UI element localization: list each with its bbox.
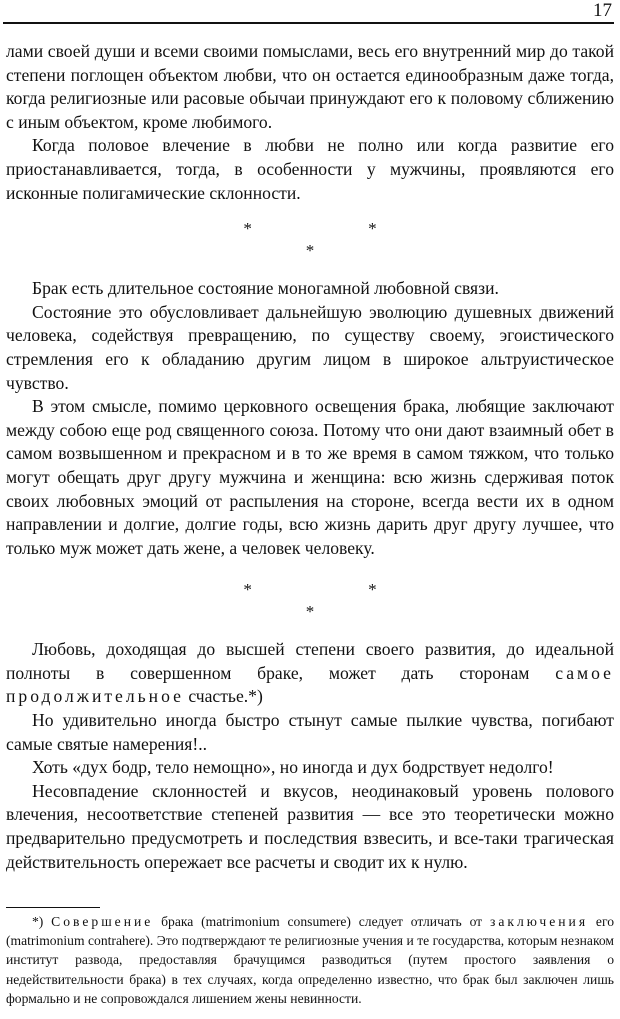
paragraph-evolution: Состояние это обусловливает дальнейшую эволюцию душевных движений человека, содействуя превращению, по существу своему, эгоистического стремления его к обладанию другим лицом в широкое альтруистическое чувство. (6, 301, 614, 393)
paragraph-love-start: Любовь, доходящая до высшей степени своего развития, до идеальной полноты в совершенном браке, может дать сторонам (6, 639, 614, 683)
section-separator (6, 205, 614, 277)
paragraph-love-end: счастье.*) (183, 686, 263, 707)
footnote-term-conclusion: заключения (489, 914, 589, 929)
separator-stars-top: * * (243, 580, 433, 600)
paragraph-spirit-willing: Хоть «дух бодр, тело немощно», но иногда и дух бодрствует недолго! (32, 757, 554, 778)
paragraph-love-happiness (6, 638, 614, 709)
footnote (6, 912, 614, 1008)
emphasized-phrase: самое продолжительное (6, 662, 614, 707)
separator-star-bottom: * (305, 602, 315, 622)
paragraph-mismatch: Несовпадение склонностей и вкусов, неодинаковый уровень полового влечения, несоответствие степеней развития — все это теоретически можно предварительно предусмотреть и последствия взвесить, и все-таки трагическая действительность опережает все расчеты и сводит их к нулю. (6, 780, 614, 872)
page-number: 17 (593, 0, 612, 21)
separator-star-bottom: * (305, 241, 315, 261)
footnote-rule (6, 907, 100, 908)
footnote-text-part2: его (matrimonium contrahere). Это подтверждают те религиозные учения и те государства, которым незнаком институт развода, предоставляя брачущимся разводиться (путем простого заявления о недействительности брака) в тех случаях, когда определенно известно, что брак был заключен лишь формально и не сопровождался лишением жены невинности. (6, 914, 614, 1006)
separator-stars-top: * * (243, 219, 433, 239)
paragraph-polygamy: Когда половое влечение в любви не полно или когда развитие его приостанавливается, тогда, в особенности у мужчины, проявляются его исконные полигамические склонности. (6, 135, 614, 203)
section-separator (6, 566, 614, 638)
header-rule (3, 22, 614, 24)
footnote-text-part1: брака (matrimonium consumere) следует отличать от (153, 914, 490, 929)
footnote-marker: *) (32, 914, 52, 929)
main-text (6, 40, 614, 874)
paragraph-sacred-union: В этом смысле, помимо церковного освещения брака, любящие заключают между собою еще род священного союза. Потому что они дают взаимный обет в самом возвышенном и прекрасном и в то же время в самом тяжком, что только могут обещать друг другу мужчина и женщина: всю жизнь сдерживая поток своих любовных эмоций от распыления на стороне, всегда вести их в одном направлении и долгие, долгие годы, всю жизнь дарить друг другу лучшее, что только муж может дать жене, а человек человеку. (6, 396, 614, 558)
paragraph-feelings-cool: Но удивительно иногда быстро стынут самые пылкие чувства, погибают самые святые намерения!.. (6, 710, 614, 754)
paragraph-continuation: лами своей души и всеми своими помыслами, весь его внутренний мир до такой степени поглощен объектом любви, что он остается единообразным даже тогда, когда религиозные или расовые обычаи принуждают его к половому сближению с иным объектом, кроме любимого. (6, 41, 614, 132)
paragraph-marriage-definition: Брак есть длительное состояние моногамной любовной связи. (32, 278, 499, 299)
footnote-term-consummation: Совершение (51, 914, 154, 929)
